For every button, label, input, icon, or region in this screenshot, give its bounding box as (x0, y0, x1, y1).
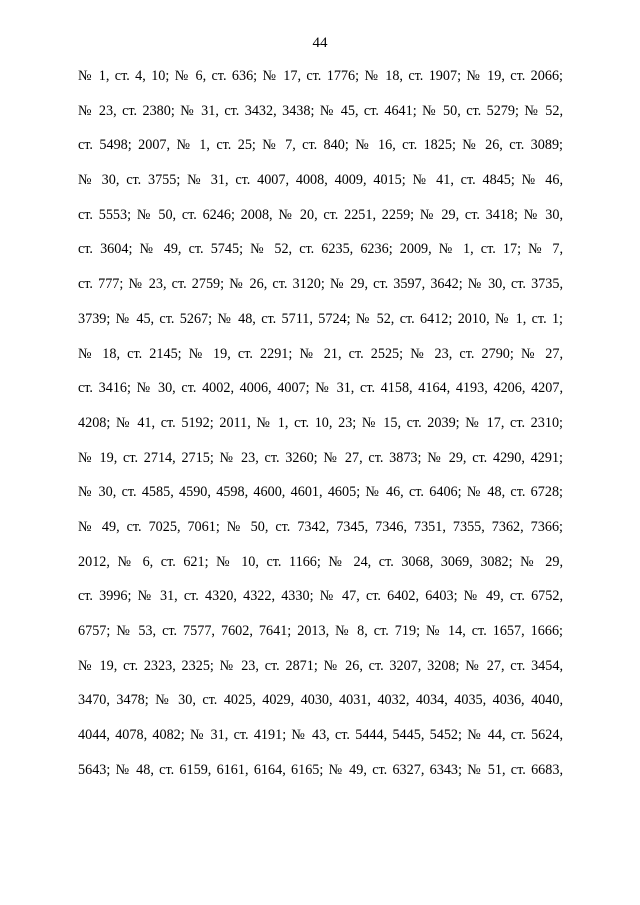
text-line: № 18, ст. 2145; № 19, ст. 2291; № 21, ст. 2525; № 23, ст. 2790; № 27, (78, 345, 563, 362)
text-line: № 19, ст. 2323, 2325; № 23, ст. 2871; № 26, ст. 3207, 3208; № 27, ст. 3454, (78, 657, 563, 674)
page-number: 44 (312, 35, 328, 51)
text-line: № 30, ст. 3755; № 31, ст. 4007, 4008, 4009, 4015; № 41, ст. 4845; № 46, (78, 172, 563, 189)
text-line: ст. 3604; № 49, ст. 5745; № 52, ст. 6235, 6236; 2009, № 1, ст. 17; № 7, (78, 241, 563, 258)
text-line: № 30, ст. 4585, 4590, 4598, 4600, 4601, 4605; № 46, ст. 6406; № 48, ст. 6728; (78, 484, 563, 501)
text-line: ст. 3996; № 31, ст. 4320, 4322, 4330; № 47, ст. 6402, 6403; № 49, ст. 6752, (78, 588, 563, 605)
text-line: 3470, 3478; № 30, ст. 4025, 4029, 4030, 4031, 4032, 4034, 4035, 4036, 4040, (78, 692, 563, 709)
text-line: ст. 777; № 23, ст. 2759; № 26, ст. 3120; № 29, ст. 3597, 3642; № 30, ст. 3735, (78, 276, 563, 293)
text-line: 4044, 4078, 4082; № 31, ст. 4191; № 43, ст. 5444, 5445, 5452; № 44, ст. 5624, (78, 727, 563, 744)
text-line: 5643; № 48, ст. 6159, 6161, 6164, 6165; № 49, ст. 6327, 6343; № 51, ст. 6683, (78, 761, 563, 778)
text-line: № 1, ст. 4, 10; № 6, ст. 636; № 17, ст. 1776; № 18, ст. 1907; № 19, ст. 2066; (78, 68, 563, 84)
text-line: ст. 5553; № 50, ст. 6246; 2008, № 20, ст. 2251, 2259; № 29, ст. 3418; № 30, (78, 206, 563, 223)
text-line: № 49, ст. 7025, 7061; № 50, ст. 7342, 7345, 7346, 7351, 7355, 7362, 7366; (78, 518, 563, 535)
text-line: 3739; № 45, ст. 5267; № 48, ст. 5711, 5724; № 52, ст. 6412; 2010, № 1, ст. 1; (78, 310, 563, 327)
text-line: ст. 5498; 2007, № 1, ст. 25; № 7, ст. 840; № 16, ст. 1825; № 26, ст. 3089; (78, 137, 563, 154)
text-line: № 23, ст. 2380; № 31, ст. 3432, 3438; № 45, ст. 4641; № 50, ст. 5279; № 52, (78, 102, 563, 119)
text-line: 6757; № 53, ст. 7577, 7602, 7641; 2013, № 8, ст. 719; № 14, ст. 1657, 1666; (78, 623, 563, 639)
text-line: 2012, № 6, ст. 621; № 10, ст. 1166; № 24, ст. 3068, 3069, 3082; № 29, (78, 553, 563, 570)
text-line: 4208; № 41, ст. 5192; 2011, № 1, ст. 10, 23; № 15, ст. 2039; № 17, ст. 2310; (78, 414, 563, 431)
body-text (78, 67, 563, 795)
text-line: ст. 3416; № 30, ст. 4002, 4006, 4007; № 31, ст. 4158, 4164, 4193, 4206, 4207, (78, 380, 563, 397)
text-line: № 19, ст. 2714, 2715; № 23, ст. 3260; № 27, ст. 3873; № 29, ст. 4290, 4291; (78, 449, 563, 466)
